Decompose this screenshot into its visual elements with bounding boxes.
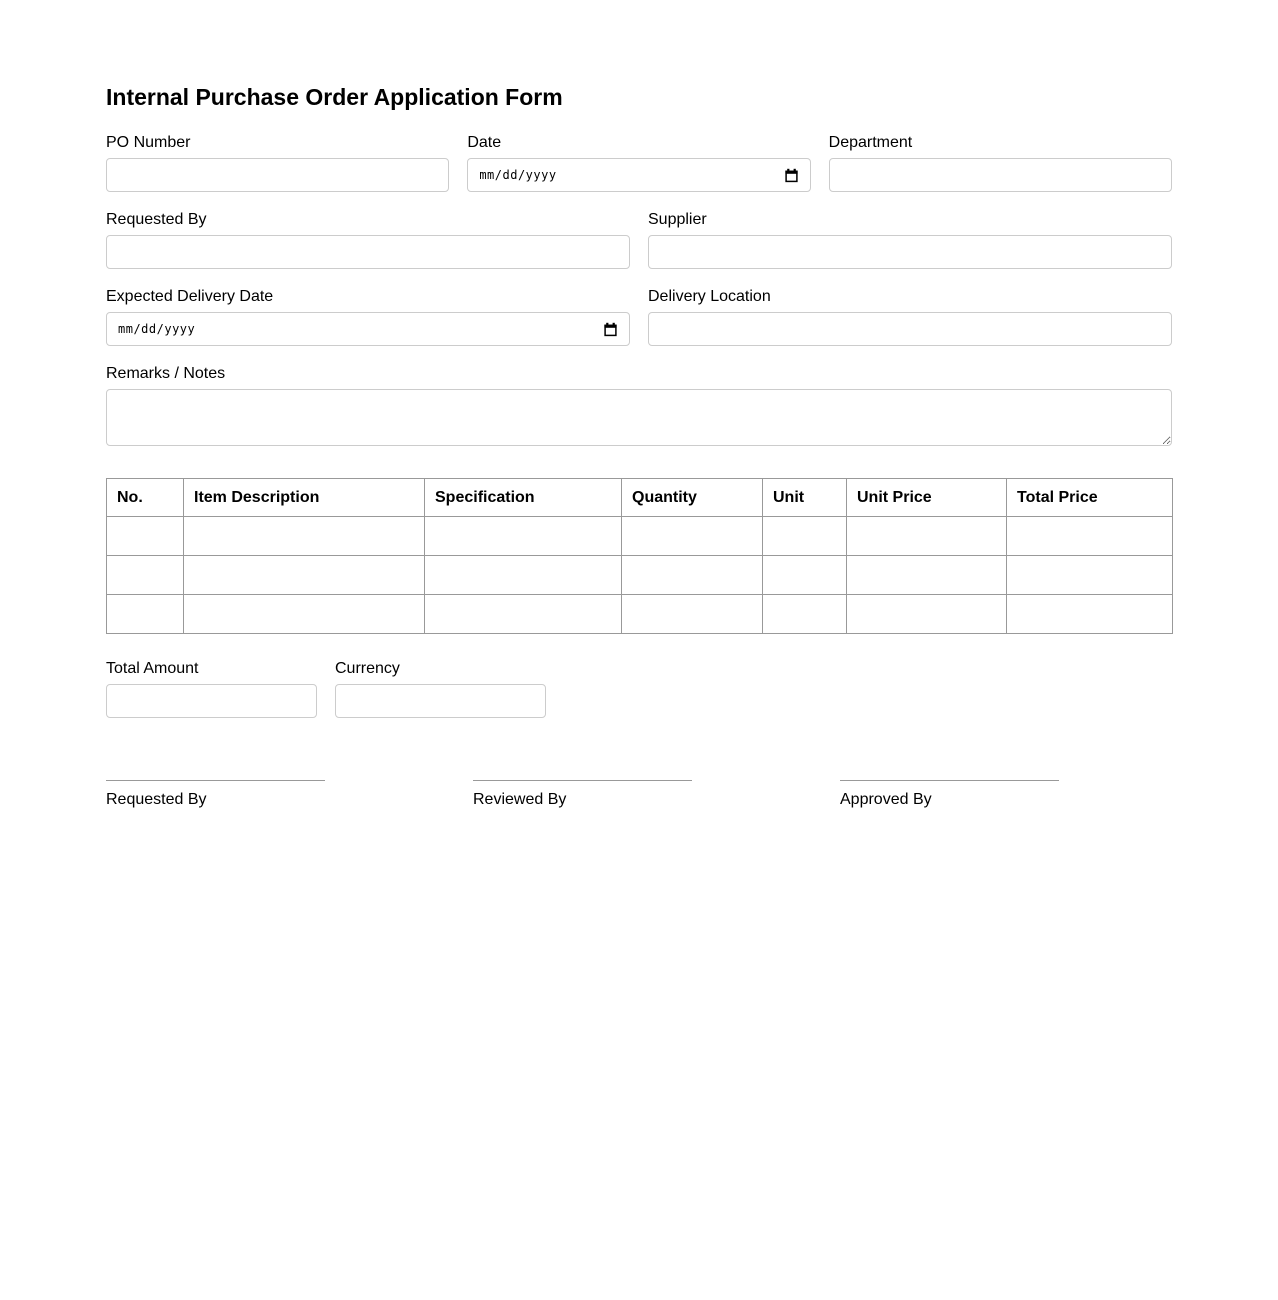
calendar-icon[interactable] (784, 168, 799, 183)
currency-label: Currency (335, 660, 400, 677)
table-cell (1007, 556, 1173, 595)
table-cell (1007, 517, 1173, 556)
table-cell (107, 556, 184, 595)
table-cell (107, 517, 184, 556)
signature-block-requested-by (106, 780, 438, 809)
table-cell (425, 556, 622, 595)
expected-delivery-date-input[interactable] (106, 312, 630, 346)
remarks-field-group (106, 364, 1172, 451)
calendar-icon[interactable] (603, 322, 618, 337)
table-cell (763, 595, 847, 634)
table-cell (425, 595, 622, 634)
department-field-group (829, 133, 1172, 192)
requested-by-label: Requested By (106, 211, 207, 228)
signature-line (840, 780, 1059, 781)
po-number-field-group (106, 133, 449, 192)
supplier-label: Supplier (648, 211, 707, 228)
date-label: Date (467, 134, 502, 151)
table-header-quantity: Quantity (622, 479, 763, 517)
signature-line (106, 780, 325, 781)
table-cell (425, 517, 622, 556)
table-header-specification: Specification (425, 479, 622, 517)
expected-delivery-date-field-group (106, 287, 630, 346)
signature-block-reviewed-by (473, 780, 805, 809)
signature-label-approved-by: Approved By (840, 791, 932, 808)
signature-line (473, 780, 692, 781)
form-row-2 (106, 210, 1172, 269)
page-title: Internal Purchase Order Application Form (106, 84, 563, 110)
signature-label-reviewed-by: Reviewed By (473, 791, 567, 808)
table-cell (847, 595, 1007, 634)
table-cell (184, 517, 425, 556)
table-row (107, 556, 1173, 595)
currency-input[interactable] (335, 684, 546, 718)
date-field-group (467, 133, 810, 192)
signatures-section (106, 780, 1172, 809)
purchase-order-form (106, 0, 1172, 809)
delivery-location-field-group (648, 287, 1172, 346)
table-cell (763, 517, 847, 556)
table-cell (184, 595, 425, 634)
items-table-header-row (107, 479, 1173, 517)
table-row (107, 517, 1173, 556)
department-input[interactable] (829, 158, 1172, 192)
requested-by-input[interactable] (106, 235, 630, 269)
currency-field-group (335, 659, 546, 718)
table-header-unit: Unit (763, 479, 847, 517)
date-placeholder: mm/dd/yyyy (479, 168, 557, 182)
total-amount-field-group (106, 659, 317, 718)
department-label: Department (828, 134, 913, 151)
table-cell (763, 556, 847, 595)
supplier-input[interactable] (648, 235, 1172, 269)
delivery-location-input[interactable] (648, 312, 1172, 346)
total-amount-label: Total Amount (106, 660, 199, 677)
delivery-location-label: Delivery Location (648, 288, 771, 305)
po-number-input[interactable] (106, 158, 449, 192)
expected-delivery-date-label: Expected Delivery Date (106, 288, 274, 305)
table-cell (847, 517, 1007, 556)
remarks-label: Remarks / Notes (106, 365, 226, 382)
expected-delivery-date-placeholder: mm/dd/yyyy (118, 322, 196, 336)
date-input[interactable] (467, 158, 810, 192)
po-number-label: PO Number (106, 134, 191, 151)
supplier-field-group (648, 210, 1172, 269)
table-cell (622, 556, 763, 595)
form-row-1 (106, 133, 1172, 192)
table-cell (107, 595, 184, 634)
table-cell (622, 595, 763, 634)
requested-by-field-group (106, 210, 630, 269)
form-row-3 (106, 287, 1172, 346)
table-header-unit-price: Unit Price (847, 479, 1007, 517)
table-header-no: No. (107, 479, 184, 517)
table-cell (847, 556, 1007, 595)
signature-block-approved-by (840, 780, 1172, 809)
signature-label-requested-by: Requested By (106, 791, 207, 808)
totals-row (106, 659, 1172, 718)
table-cell (184, 556, 425, 595)
total-amount-input[interactable] (106, 684, 317, 718)
remarks-textarea[interactable] (106, 389, 1172, 446)
table-cell (622, 517, 763, 556)
table-row (107, 595, 1173, 634)
table-header-item-description: Item Description (184, 479, 425, 517)
items-table (106, 478, 1173, 634)
table-header-total-price: Total Price (1007, 479, 1173, 517)
table-cell (1007, 595, 1173, 634)
